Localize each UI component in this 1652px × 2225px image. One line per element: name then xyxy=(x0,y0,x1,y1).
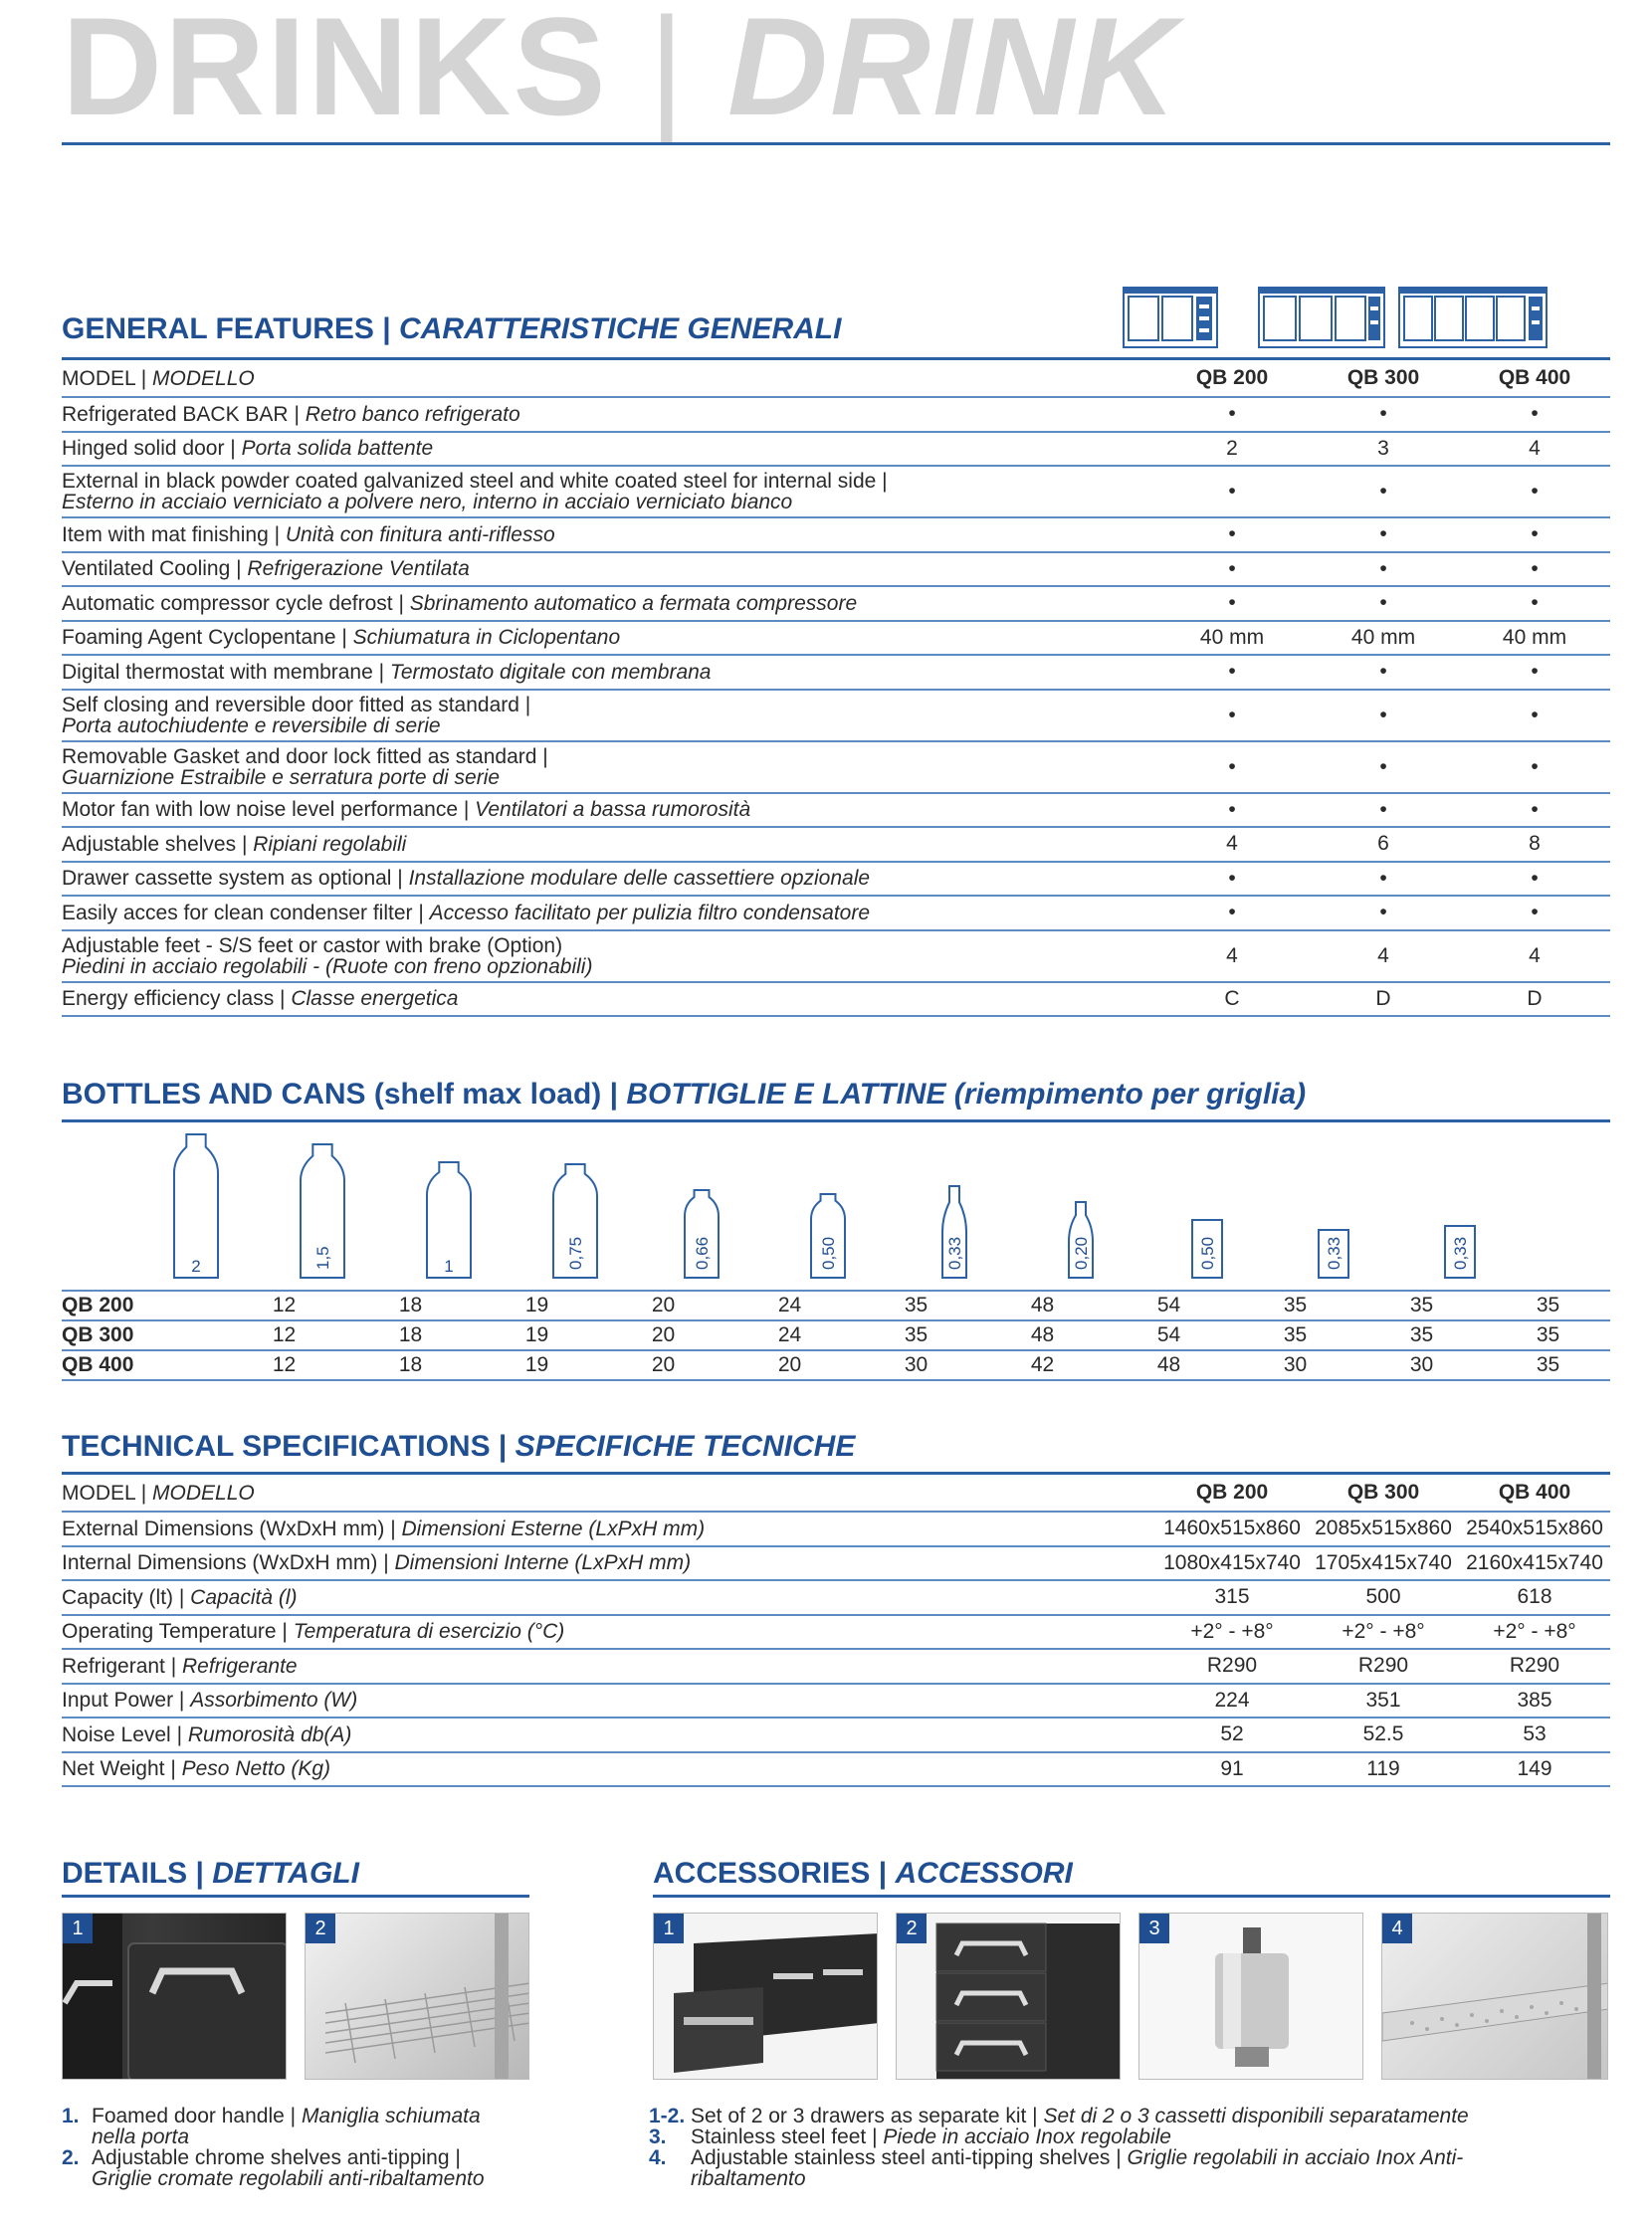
tech-value: +2° - +8° xyxy=(1190,1619,1274,1643)
bottle-icon xyxy=(683,1188,721,1280)
general-row-label: Adjustable feet - S/S feet or castor with brake (Option) Piedini in acciaio regolabili - (Ruote con freno opzionabili) xyxy=(62,933,593,978)
accessory-photo-drawer-stack xyxy=(896,1913,1121,2080)
bottle-icon xyxy=(425,1160,473,1280)
tech-row-label: Internal Dimensions (WxDxH mm) | Dimensioni Interne (LxPxH mm) xyxy=(62,1551,692,1575)
general-value: • xyxy=(1531,660,1539,684)
general-value: 4 xyxy=(1529,943,1541,967)
detail-photo-door-handle xyxy=(62,1913,287,2080)
bottles-value: 54 xyxy=(1156,1323,1181,1346)
bottle-size-label: 0,50 xyxy=(1198,1236,1217,1270)
details-note-1-cont: nella porta xyxy=(92,2125,190,2148)
hero-italic: DRINK xyxy=(726,0,1179,144)
tech-model-label: MODEL | MODELLO xyxy=(62,1481,255,1505)
bottles-value: 20 xyxy=(651,1323,676,1346)
bottles-value: 48 xyxy=(1030,1323,1055,1346)
accessories-rule xyxy=(653,1895,1610,1898)
general-value: • xyxy=(1531,402,1539,426)
tech-value: 351 xyxy=(1365,1688,1401,1712)
hero-bold: DRINKS xyxy=(62,0,608,144)
bottles-value: 12 xyxy=(272,1294,297,1316)
bottle-size-label: 0,33 xyxy=(1325,1236,1343,1270)
tech-row xyxy=(62,1547,1610,1582)
bottle-size-label: 0,50 xyxy=(819,1236,838,1270)
tech-row xyxy=(62,1685,1610,1719)
bottles-row-model: QB 400 xyxy=(62,1353,134,1376)
general-row xyxy=(62,656,1610,691)
accessories-notes xyxy=(649,2106,1610,2189)
tech-value: 1460x515x860 xyxy=(1163,1517,1301,1540)
bottle-icon xyxy=(1317,1226,1350,1280)
accessory-num-2: 2 xyxy=(897,1914,927,1943)
bottles-value: 48 xyxy=(1030,1294,1055,1316)
tech-value: 2085x515x860 xyxy=(1315,1517,1452,1540)
bottles-value: 19 xyxy=(524,1323,549,1346)
general-row-label: Motor fan with low noise level performance | Ventilatori a bassa rumorosità xyxy=(62,798,751,822)
hero-separator: | xyxy=(607,0,727,144)
general-value: • xyxy=(1228,522,1236,546)
bottle-size-label: 0,20 xyxy=(1072,1236,1091,1270)
tech-value: 91 xyxy=(1220,1756,1244,1780)
general-value: • xyxy=(1531,703,1539,726)
general-row-label: External in black powder coated galvanized steel and white coated steel for internal side | Esterno in acciaio verniciato a polvere nero, interno in acciaio verniciato bianco xyxy=(62,470,888,513)
details-title: DETAILS | DETTAGLI xyxy=(62,1857,359,1890)
general-row-label: Adjustable shelves | Ripiani regolabili xyxy=(62,832,407,856)
bottle-icon xyxy=(1443,1222,1477,1280)
general-value: • xyxy=(1379,522,1387,546)
general-value: • xyxy=(1228,866,1236,890)
tech-model-qb400: QB 400 xyxy=(1498,1481,1571,1504)
general-value: • xyxy=(1228,660,1236,684)
accessory-photo-drawer-kit xyxy=(653,1913,878,2080)
general-value: 6 xyxy=(1377,832,1389,856)
general-row-label: Easily acces for clean condenser filter | Accesso facilitato per pulizia filtro condensatore xyxy=(62,901,871,924)
general-row-label: Energy efficiency class | Classe energetica xyxy=(62,987,459,1011)
general-value: • xyxy=(1379,591,1387,615)
bottle-size-label: 0,33 xyxy=(945,1236,964,1270)
bottles-value: 35 xyxy=(1409,1294,1434,1316)
tech-row xyxy=(62,1616,1610,1651)
bottles-value: 35 xyxy=(1283,1323,1308,1346)
bottles-value: 35 xyxy=(904,1323,929,1346)
bottles-value: 24 xyxy=(777,1294,802,1316)
bottles-value: 42 xyxy=(1030,1353,1055,1376)
accessory-note-2: 3. Stainless steel feet | Piede in acciaio Inox regolabile xyxy=(649,2125,1171,2148)
general-title-en: GENERAL FEATURES xyxy=(62,312,374,345)
general-value: • xyxy=(1531,556,1539,580)
tech-value: 52.5 xyxy=(1362,1722,1404,1746)
bottles-value: 30 xyxy=(904,1353,929,1376)
general-header-row xyxy=(62,360,1610,398)
accessory-num-1: 1 xyxy=(654,1914,684,1943)
general-value: 40 mm xyxy=(1350,625,1416,649)
general-value: • xyxy=(1228,556,1236,580)
tech-row-label: Capacity (lt) | Capacità (l) xyxy=(62,1585,298,1609)
bottle-size-label: 1 xyxy=(444,1257,454,1276)
general-value: D xyxy=(1527,986,1543,1010)
bottle-icons-row xyxy=(62,1130,1610,1280)
general-value: • xyxy=(1531,591,1539,615)
general-value: 40 mm xyxy=(1199,625,1265,649)
bottle-icon xyxy=(299,1142,346,1280)
tech-value: 2540x515x860 xyxy=(1466,1517,1603,1540)
hero-divider xyxy=(62,142,1610,145)
general-value: • xyxy=(1379,480,1387,503)
general-value: • xyxy=(1228,797,1236,821)
general-row xyxy=(62,691,1610,742)
tech-value: 53 xyxy=(1523,1722,1547,1746)
general-value: • xyxy=(1531,522,1539,546)
general-value: 4 xyxy=(1529,436,1541,460)
bottles-value: 30 xyxy=(1409,1353,1434,1376)
accessories-title: ACCESSORIES | ACCESSORI xyxy=(653,1857,1073,1890)
general-value: • xyxy=(1228,754,1236,778)
bottles-value: 20 xyxy=(651,1294,676,1316)
general-value: • xyxy=(1228,703,1236,726)
general-row-label: Ventilated Cooling | Refrigerazione Ventilata xyxy=(62,557,470,581)
tech-value: 385 xyxy=(1517,1688,1552,1712)
tech-row xyxy=(62,1650,1610,1685)
qb400-icon xyxy=(1397,287,1549,348)
bottles-value: 35 xyxy=(1409,1323,1434,1346)
general-value: 4 xyxy=(1377,943,1389,967)
bottles-value: 35 xyxy=(1536,1294,1560,1316)
bottles-value: 19 xyxy=(524,1294,549,1316)
bottle-icon xyxy=(1190,1216,1224,1280)
bottles-row xyxy=(62,1292,1610,1321)
bottles-row-model: QB 200 xyxy=(62,1294,134,1316)
general-value: 4 xyxy=(1226,832,1238,856)
general-value: • xyxy=(1531,797,1539,821)
general-value: • xyxy=(1379,556,1387,580)
general-value: • xyxy=(1379,901,1387,924)
general-value: • xyxy=(1379,703,1387,726)
tech-value: 1705x415x740 xyxy=(1315,1550,1452,1574)
bottle-icon xyxy=(551,1162,599,1280)
general-row-label: Refrigerated BACK BAR | Retro banco refrigerato xyxy=(62,402,520,426)
general-value: • xyxy=(1379,754,1387,778)
bottle-size-label: 0,75 xyxy=(566,1236,585,1270)
general-row xyxy=(62,518,1610,553)
accessory-num-4: 4 xyxy=(1382,1914,1412,1943)
bottles-value: 18 xyxy=(398,1353,423,1376)
general-value: D xyxy=(1375,986,1391,1010)
tech-row-label: Noise Level | Rumorosità db(A) xyxy=(62,1722,352,1746)
accessory-note-1: 1-2. Set of 2 or 3 drawers as separate kit | Set di 2 o 3 cassetti disponibili separatamente xyxy=(649,2105,1469,2127)
tech-value: R290 xyxy=(1509,1654,1560,1678)
model-icons xyxy=(1095,287,1549,348)
general-row xyxy=(62,587,1610,622)
bottles-value: 19 xyxy=(524,1353,549,1376)
bottles-value: 18 xyxy=(398,1323,423,1346)
tech-specs-title: TECHNICAL SPECIFICATIONS | SPECIFICHE TECNICHE xyxy=(62,1430,856,1463)
general-value: • xyxy=(1228,402,1236,426)
accessory-note-3-cont: ribaltamento xyxy=(691,2167,806,2190)
tech-row-label: External Dimensions (WxDxH mm) | Dimensioni Esterne (LxPxH mm) xyxy=(62,1517,706,1540)
accessory-photo-steel-shelf xyxy=(1381,1913,1608,2080)
bottles-value: 35 xyxy=(1536,1323,1560,1346)
general-value: • xyxy=(1228,591,1236,615)
general-title-it: CARATTERISTICHE GENERALI xyxy=(399,312,842,345)
bottle-icon xyxy=(940,1184,968,1280)
general-row xyxy=(62,622,1610,657)
tech-row-label: Operating Temperature | Temperatura di esercizio (°C) xyxy=(62,1620,565,1644)
general-row xyxy=(62,794,1610,829)
general-row-label: Digital thermostat with membrane | Termostato digitale con membrana xyxy=(62,660,712,684)
accessory-note-3: 4. Adjustable stainless steel anti-tipping shelves | Griglie regolabili in acciaio Inox Anti- xyxy=(649,2146,1464,2169)
details-notes xyxy=(62,2106,539,2189)
page-hero-title xyxy=(62,0,1179,144)
general-row xyxy=(62,931,1610,983)
bottles-value: 30 xyxy=(1283,1353,1308,1376)
bottle-size-label: 0,33 xyxy=(1451,1236,1470,1270)
accessory-photo-steel-feet xyxy=(1138,1913,1363,2080)
bottles-row-model: QB 300 xyxy=(62,1323,134,1346)
general-row-label: Removable Gasket and door lock fitted as standard | Guarnizione Estraibile e serratura porte di serie xyxy=(62,744,548,789)
tech-specs-table xyxy=(62,1475,1610,1787)
tech-value: +2° - +8° xyxy=(1493,1619,1576,1643)
general-value: • xyxy=(1379,402,1387,426)
tech-value: 119 xyxy=(1366,1756,1400,1780)
general-row-label: Automatic compressor cycle defrost | Sbrinamento automatico a fermata compressore xyxy=(62,591,858,615)
bottle-size-label: 1,5 xyxy=(313,1246,332,1270)
tech-value: +2° - +8° xyxy=(1342,1619,1425,1643)
tech-value: 315 xyxy=(1214,1585,1250,1609)
bottles-value: 35 xyxy=(904,1294,929,1316)
bottles-value: 20 xyxy=(651,1353,676,1376)
bottles-value: 48 xyxy=(1156,1353,1181,1376)
tech-row-label: Net Weight | Peso Netto (Kg) xyxy=(62,1757,331,1781)
accessory-num-3: 3 xyxy=(1139,1914,1169,1943)
tech-value: 149 xyxy=(1517,1756,1552,1780)
general-row-label: Self closing and reversible door fitted as standard | Porta autochiudente e reversibile di serie xyxy=(62,693,531,737)
general-row xyxy=(62,433,1610,468)
tech-row xyxy=(62,1753,1610,1788)
bottle-icon xyxy=(809,1192,847,1280)
model-label: MODEL | MODELLO xyxy=(62,366,255,390)
general-row xyxy=(62,828,1610,863)
general-value: • xyxy=(1531,480,1539,503)
tech-value: 500 xyxy=(1365,1585,1401,1609)
tech-value: 52 xyxy=(1220,1722,1244,1746)
details-note-2: 2. Adjustable chrome shelves anti-tipping | xyxy=(62,2146,461,2169)
general-value: • xyxy=(1228,901,1236,924)
tech-value: R290 xyxy=(1357,1654,1409,1678)
general-row xyxy=(62,553,1610,588)
tech-row-label: Input Power | Assorbimento (W) xyxy=(62,1689,358,1713)
bottle-size-label: 0,66 xyxy=(693,1236,712,1270)
bottles-value: 12 xyxy=(272,1323,297,1346)
detail-num-1: 1 xyxy=(63,1914,93,1943)
general-value: 40 mm xyxy=(1502,625,1567,649)
general-value: 4 xyxy=(1226,943,1238,967)
model-qb200: QB 200 xyxy=(1195,366,1269,389)
bottles-title: BOTTLES AND CANS (shelf max load) | BOTTIGLIE E LATTINE (riempimento per griglia) xyxy=(62,1078,1307,1111)
general-value: 2 xyxy=(1226,436,1238,460)
general-features-table xyxy=(62,360,1610,1017)
bottle-icon xyxy=(1067,1200,1095,1280)
general-value: 8 xyxy=(1529,832,1541,856)
general-row xyxy=(62,742,1610,794)
tech-row xyxy=(62,1513,1610,1547)
model-qb400: QB 400 xyxy=(1498,366,1571,389)
tech-model-qb200: QB 200 xyxy=(1195,1481,1269,1504)
qb300-icon xyxy=(1246,287,1397,348)
bottles-value: 24 xyxy=(777,1323,802,1346)
details-note-2-cont: Griglie cromate regolabili anti-ribaltamento xyxy=(92,2167,485,2190)
detail-photo-chrome-shelf xyxy=(305,1913,529,2080)
tech-value: 1080x415x740 xyxy=(1163,1550,1301,1574)
tech-row xyxy=(62,1719,1610,1753)
bottles-table xyxy=(62,1290,1610,1381)
general-value: • xyxy=(1228,480,1236,503)
general-row-label: Drawer cassette system as optional | Installazione modulare delle cassettiere opzionale xyxy=(62,867,871,891)
general-row-label: Hinged solid door | Porta solida battente xyxy=(62,437,434,461)
tech-value: 224 xyxy=(1214,1688,1250,1712)
general-value: C xyxy=(1224,986,1240,1010)
tech-header-row xyxy=(62,1475,1610,1513)
general-row-label: Foaming Agent Cyclopentane | Schiumatura in Ciclopentano xyxy=(62,626,621,650)
bottles-value: 35 xyxy=(1283,1294,1308,1316)
model-qb300: QB 300 xyxy=(1346,366,1420,389)
general-features-title: GENERAL FEATURES | CARATTERISTICHE GENERALI xyxy=(62,312,842,345)
bottles-value: 54 xyxy=(1156,1294,1181,1316)
general-row xyxy=(62,983,1610,1018)
general-value: • xyxy=(1531,866,1539,890)
details-rule xyxy=(62,1895,529,1898)
general-row xyxy=(62,863,1610,898)
general-row-label: Item with mat finishing | Unità con finitura anti-riflesso xyxy=(62,522,555,546)
tech-row xyxy=(62,1581,1610,1616)
qb200-icon xyxy=(1095,287,1246,348)
general-value: • xyxy=(1531,901,1539,924)
bottles-value: 35 xyxy=(1536,1353,1560,1376)
general-row xyxy=(62,467,1610,518)
general-value: • xyxy=(1531,754,1539,778)
tech-value: R290 xyxy=(1206,1654,1258,1678)
general-row xyxy=(62,398,1610,433)
bottles-row xyxy=(62,1351,1610,1381)
tech-value: 2160x415x740 xyxy=(1466,1550,1603,1574)
general-row xyxy=(62,897,1610,931)
bottle-icon xyxy=(172,1132,220,1280)
bottles-value: 20 xyxy=(777,1353,802,1376)
bottles-value: 18 xyxy=(398,1294,423,1316)
tech-model-qb300: QB 300 xyxy=(1346,1481,1420,1504)
general-value: 3 xyxy=(1377,436,1389,460)
general-value: • xyxy=(1379,660,1387,684)
bottles-rule xyxy=(62,1119,1610,1122)
detail-num-2: 2 xyxy=(306,1914,335,1943)
general-value: • xyxy=(1379,797,1387,821)
bottles-row xyxy=(62,1321,1610,1351)
general-value: • xyxy=(1379,866,1387,890)
bottles-value: 12 xyxy=(272,1353,297,1376)
tech-value: 618 xyxy=(1517,1585,1552,1609)
details-note-1: 1. Foamed door handle | Maniglia schiumata xyxy=(62,2105,481,2127)
bottle-size-label: 2 xyxy=(191,1257,201,1276)
tech-row-label: Refrigerant | Refrigerante xyxy=(62,1654,298,1678)
